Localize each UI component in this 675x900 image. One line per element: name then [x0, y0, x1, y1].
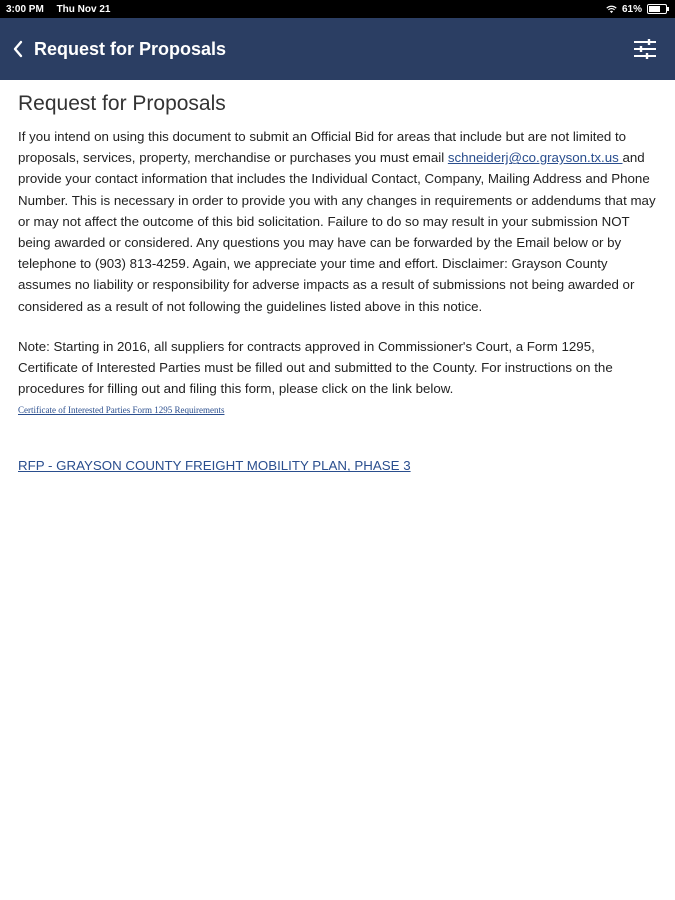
page-heading: Request for Proposals: [18, 92, 226, 115]
chevron-left-icon: [12, 40, 24, 58]
status-bar: [0, 0, 675, 18]
intro-paragraph: [18, 126, 657, 317]
back-button[interactable]: [12, 40, 24, 58]
top-nav-bar: [0, 18, 675, 80]
battery-fill: [649, 6, 660, 12]
wifi-icon: [606, 5, 617, 14]
intro-text-after-email: and provide your contact information that includes the Individual Contact, Company, Mailing Address and Phone Number. This is necessary in order to provide you with any changes in requirements or addendums that may or may not affect the outcome of this bid solicitation. Failure to do so may result in your submission NOT being awarded or considered. Any questions you may have can be forwarded by the Email below or by telephone to (903) 813-4259. Again, we appreciate your time and effort. Disclaimer: Grayson County assumes no liability or responsibility for adverse impacts as a result of submissions not being awarded or considered as a result of not following the guidelines listed above in this notice.: [18, 150, 656, 314]
email-link[interactable]: schneiderj@co.grayson.tx.us: [447, 150, 623, 166]
status-right: [606, 4, 667, 15]
note-paragraph: Note: Starting in 2016, all suppliers for contracts approved in Commissioner's Court, a Form 1295, Certificate of Interested Parties must be filled out and submitted to the County. For instructions on the procedures for filling out and filing this form, please click on the link below.: [18, 338, 613, 397]
status-date: Thu Nov 21: [56, 3, 111, 15]
battery-percent: 61%: [621, 3, 642, 15]
status-time: 3:00 PM: [6, 3, 44, 15]
nav-left: [12, 39, 226, 60]
page-content: [0, 80, 675, 475]
status-left: [6, 4, 120, 15]
form-1295-link[interactable]: Certificate of Interested Parties Form 1295 Requirements: [18, 405, 225, 416]
settings-button[interactable]: [633, 38, 657, 60]
rfp-document-link[interactable]: RFP - GRAYSON COUNTY FREIGHT MOBILITY PLAN, PHASE 3: [18, 458, 411, 474]
intro-text-before-email: If you intend on using this document to submit an Official Bid for areas that include but are not limited to proposals, services, property, merchandise or purchases you must email: [18, 129, 627, 166]
sliders-icon: [633, 38, 657, 60]
nav-title: Request for Proposals: [34, 38, 227, 59]
paragraph-spacer: [18, 317, 657, 336]
battery-icon: [647, 4, 667, 14]
